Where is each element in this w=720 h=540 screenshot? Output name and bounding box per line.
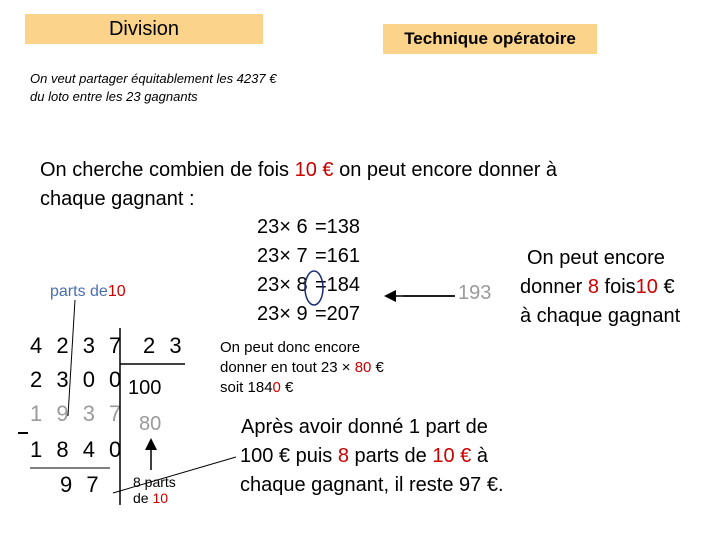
- info-line-3: à chaque gagnant: [520, 305, 681, 327]
- conclusion: Après avoir donné 1 part de 100 € puis 8 parts de 10 € à chaque gagnant, il reste 97 €.: [240, 416, 504, 496]
- info-line-1: On peut encore: [527, 247, 665, 269]
- info-line-2: donner 8 fois10 €: [520, 276, 675, 298]
- question-line-2: chaque gagnant :: [40, 188, 195, 210]
- circle-highlight: [305, 271, 323, 305]
- mult-row: 23× 6 =138: [257, 216, 361, 238]
- quotient-100: 100: [128, 377, 162, 399]
- divisor: 2 3: [143, 333, 186, 358]
- division-remainder: 9 7: [60, 472, 103, 497]
- parts-note: 8 parts de 10: [133, 474, 176, 506]
- question-line-1: On cherche combien de fois 10 € on peut encore donner à: [40, 159, 558, 181]
- division-row-2300: 2 3 0 0: [30, 367, 126, 392]
- mult-row: 23× 7 =161: [257, 245, 361, 267]
- division-row-1840: 1 8 4 0: [30, 437, 126, 462]
- dividend: 4 2 3 7: [30, 333, 126, 358]
- quotient-80: 80: [139, 413, 162, 435]
- intro-line-1: On veut partager équitablement les 4237 €: [30, 71, 277, 86]
- arrow-total-to-row: [113, 457, 236, 493]
- mult-row: 23× 9 =207: [257, 303, 361, 325]
- page-subtitle: Technique opératoire: [404, 29, 576, 48]
- intro-line-2: du loto entre les 23 gagnants: [30, 89, 198, 104]
- question-amount: 10 €: [294, 159, 334, 181]
- arrow-parts-to-1840: [68, 300, 75, 416]
- parts-label: parts de10: [50, 283, 126, 300]
- page-title: Division: [108, 18, 180, 40]
- remainder-193: 193: [458, 282, 492, 304]
- total-note: On peut donc encore donner en tout 23 × 80 € soit 1840 €: [220, 339, 384, 396]
- mult-row: 23× 8 =184: [257, 274, 361, 296]
- division-row-1937: 1 9 3 7: [30, 401, 126, 426]
